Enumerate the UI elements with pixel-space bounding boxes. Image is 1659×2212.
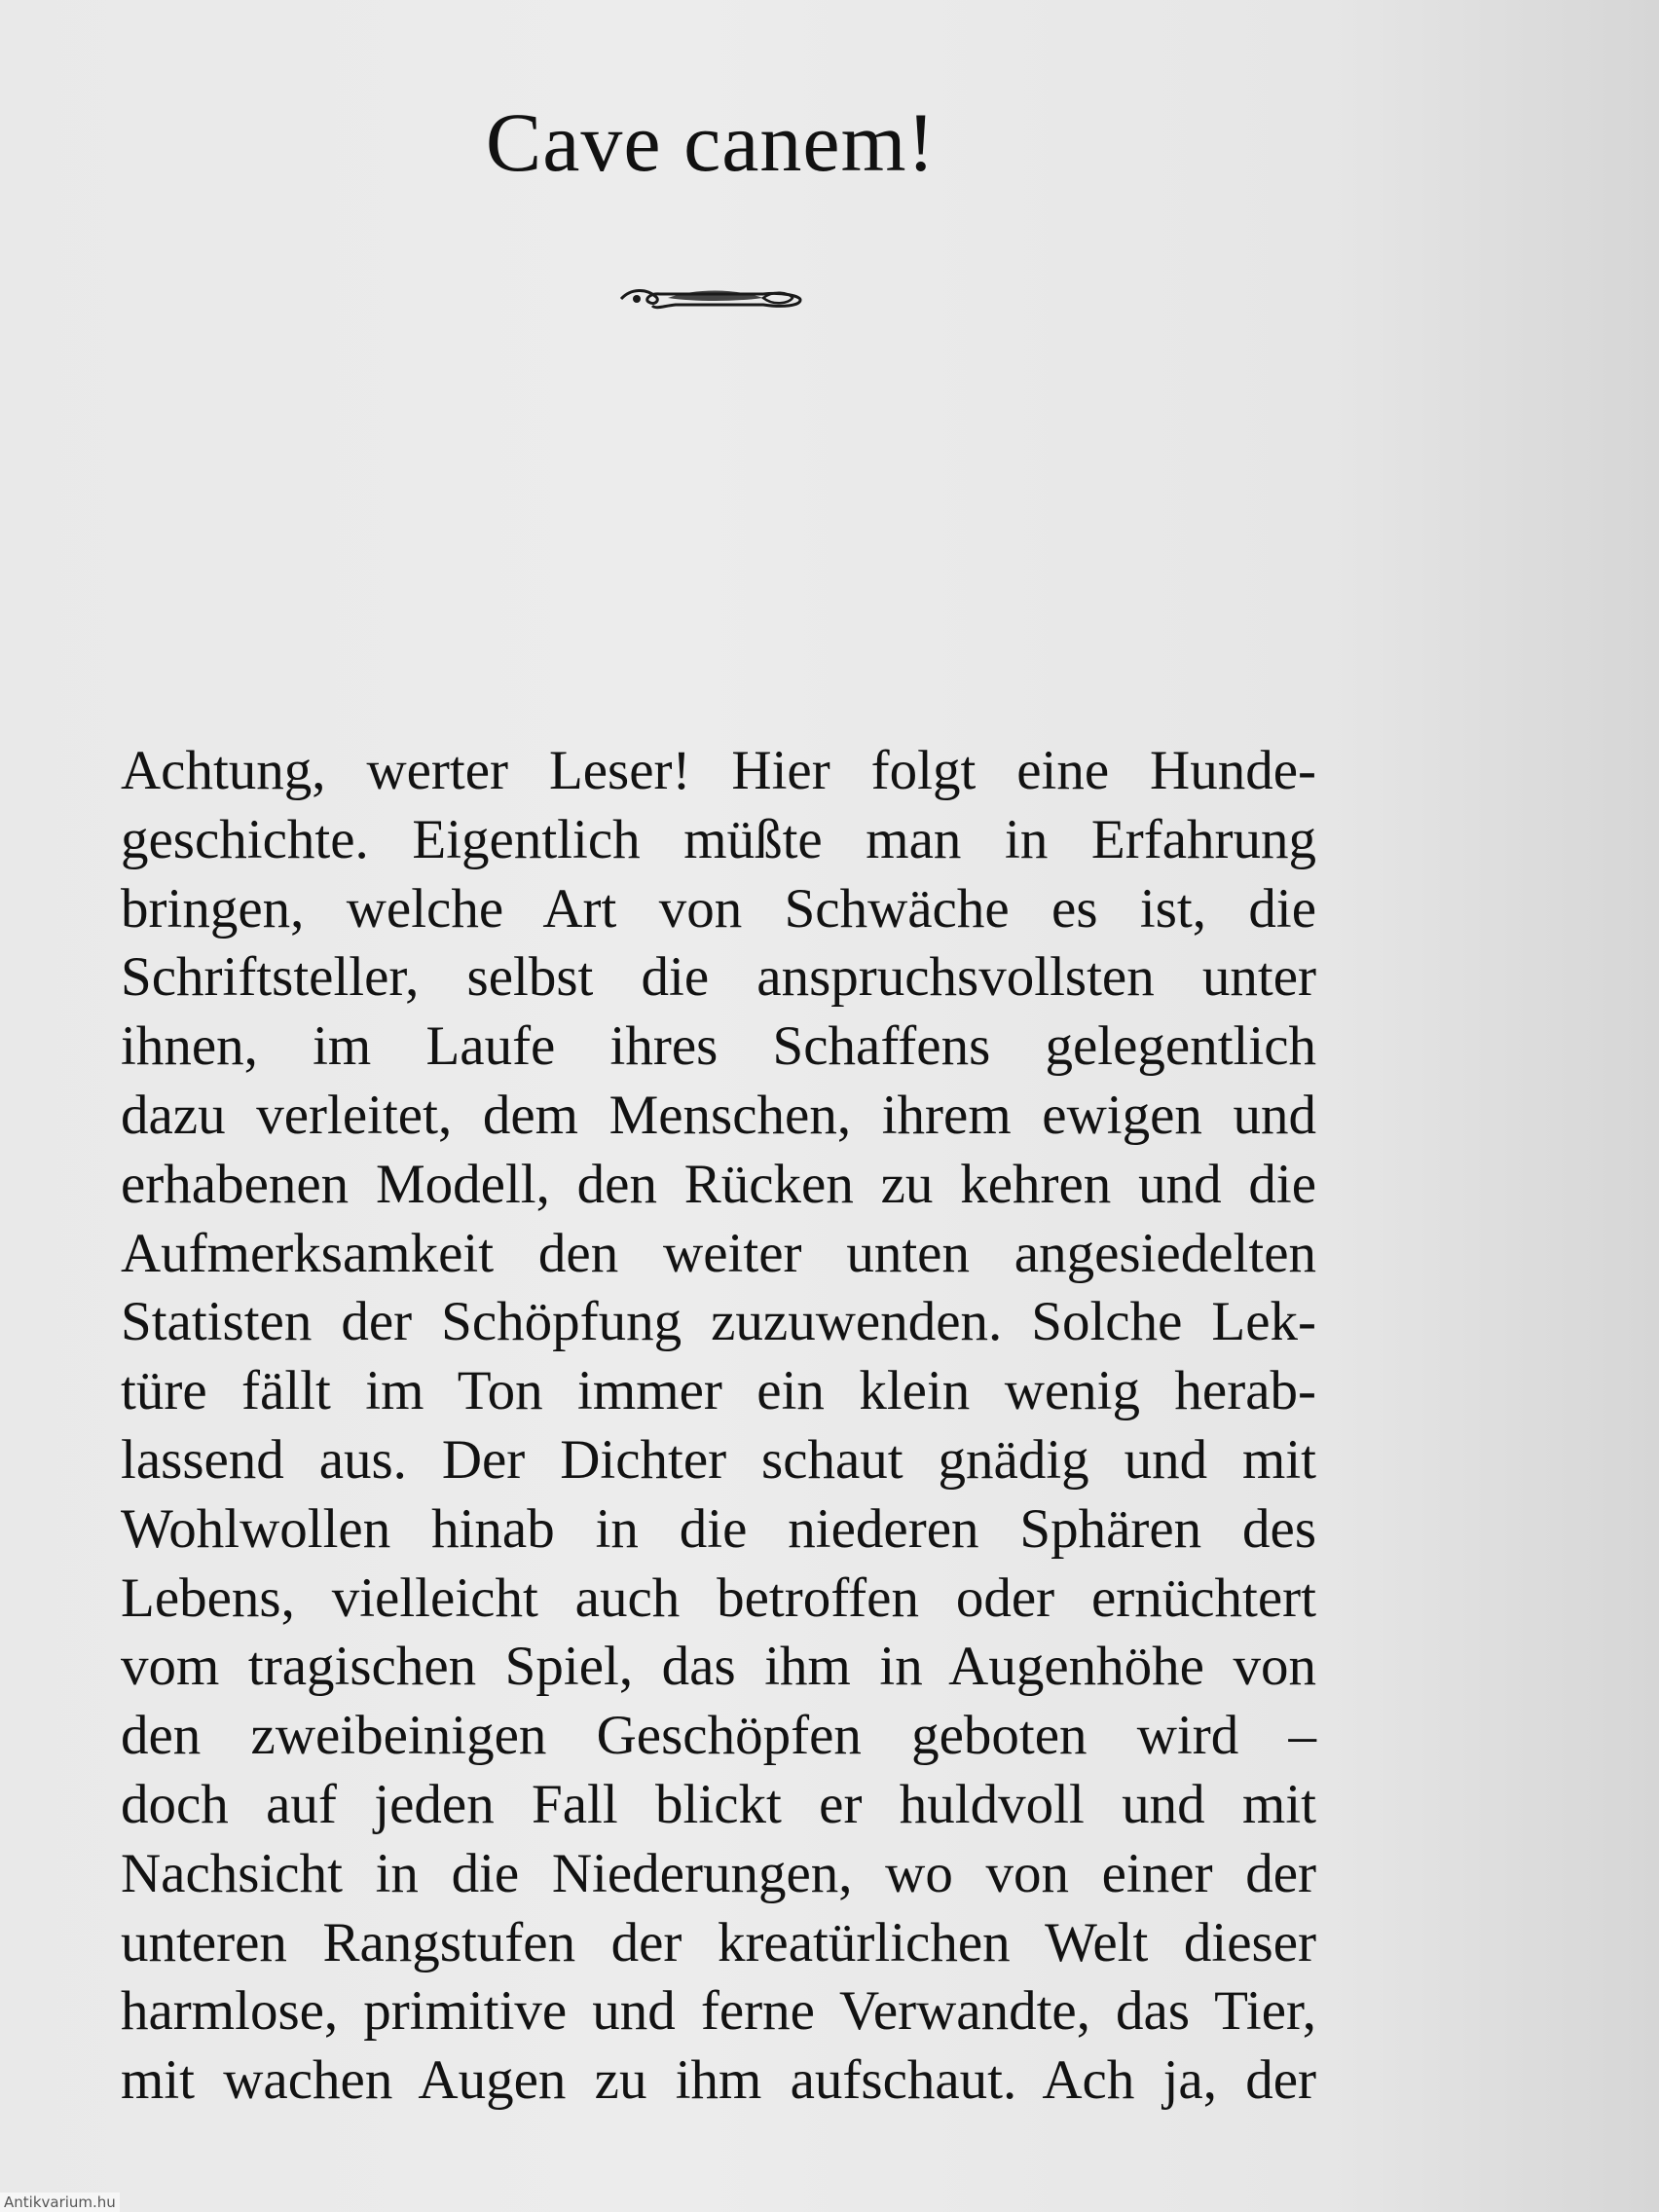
text-line: erhabenen Modell, den Rücken zu kehren und die: [121, 1153, 1316, 1215]
text-line: mit wachen Augen zu ihm aufschaut. Ach ja, der: [121, 2049, 1316, 2112]
text-line: Schriftsteller, selbst die anspruchsvollsten unter: [121, 946, 1316, 1009]
text-line: vom tragischen Spiel, das ihm in Augenhöhe von: [121, 1636, 1316, 1698]
text-line: Statisten der Schöpfung zuzuwenden. Solche Lek-: [121, 1291, 1316, 1353]
text-line: Wohlwollen hinab in die niederen Sphären des: [121, 1497, 1316, 1560]
text-line: bringen, welche Art von Schwäche es ist, die: [121, 877, 1316, 940]
body-text: [121, 737, 1316, 2116]
text-line: lassend aus. Der Dichter schaut gnädig und mit: [121, 1428, 1316, 1491]
flourish-ornament-icon: [617, 278, 806, 317]
text-line: Aufmerksamkeit den weiter unten angesiedelten: [121, 1222, 1316, 1284]
text-line: ihnen, im Laufe ihres Schaffens gelegentlich: [121, 1015, 1316, 1078]
chapter-title: Cave canem!: [485, 95, 937, 189]
text-line: dazu verleitet, dem Menschen, ihrem ewigen und: [121, 1084, 1316, 1146]
text-line: harmlose, primitive und ferne Verwandte, das Tier,: [121, 1980, 1316, 2043]
text-line: unteren Rangstufen der kreatürlichen Welt dieser: [121, 1911, 1316, 1973]
watermark: Antikvarium.hu: [0, 2193, 120, 2212]
text-line: türe fällt im Ton immer ein klein wenig herab-: [121, 1360, 1316, 1422]
text-line: Nachsicht in die Niederungen, wo von einer der: [121, 1842, 1316, 1904]
text-line: den zweibeinigen Geschöpfen geboten wird –: [121, 1705, 1316, 1767]
text-line: Achtung, werter Leser! Hier folgt eine Hunde-: [121, 740, 1316, 801]
text-line: Lebens, vielleicht auch betroffen oder ernüchtert: [121, 1567, 1316, 1629]
text-line: geschichte. Eigentlich müßte man in Erfahrung: [121, 808, 1316, 870]
text-line: doch auf jeden Fall blickt er huldvoll und mit: [121, 1773, 1316, 1835]
